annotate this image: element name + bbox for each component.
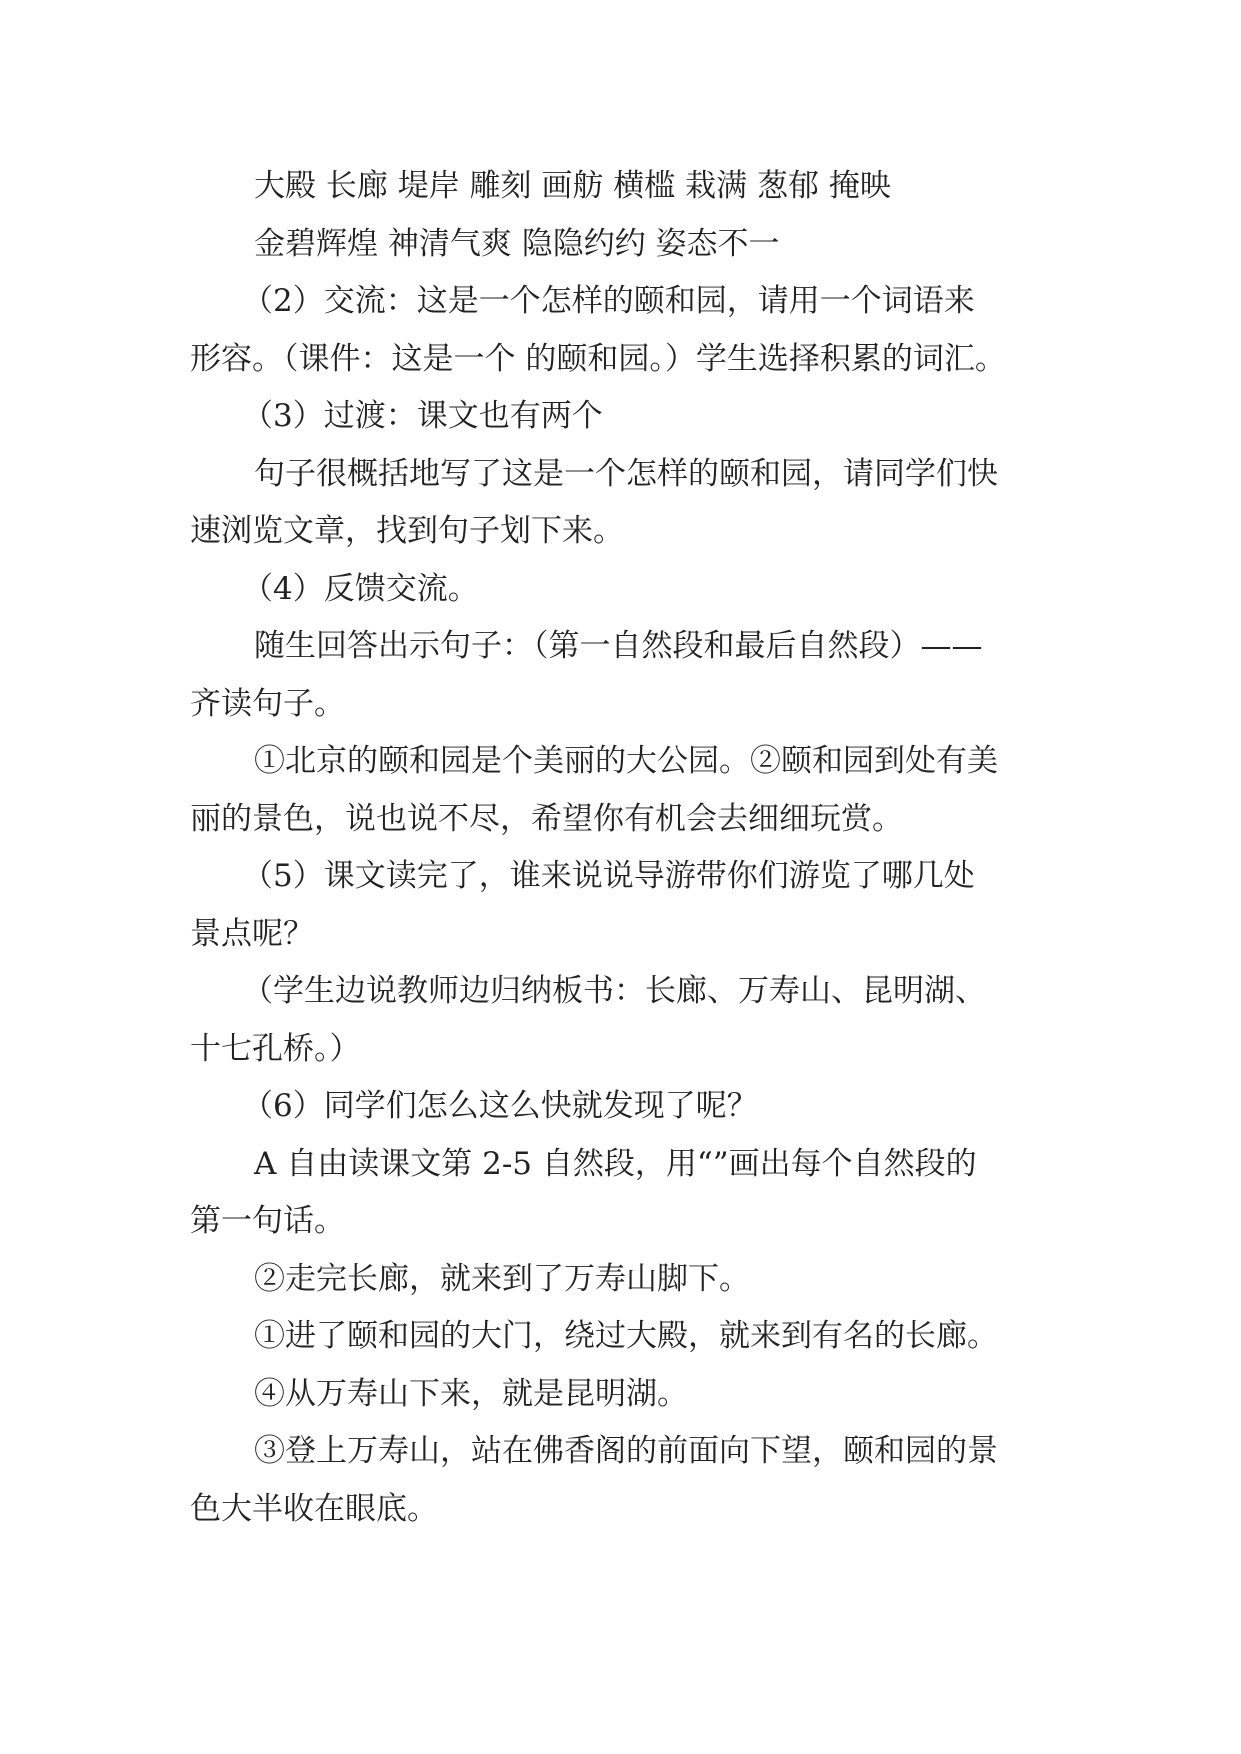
vocabulary-line-2: 金碧辉煌 神清气爽 隐隐约约 姿态不一	[254, 225, 780, 262]
vocabulary-line-1: 大殿 长廊 堤岸 雕刻 画舫 横槛 栽满 葱郁 掩映	[254, 168, 891, 204]
paragraph-line: （学生边说教师边归纳板书：长廊、万寿山、昆明湖、	[242, 973, 986, 1009]
paragraph-line: 丽的景色，说也说不尽，希望你有机会去细细玩赏。	[190, 800, 903, 837]
paragraph-line: 景点呢？	[190, 915, 314, 952]
paragraph-line: ①北京的颐和园是个美丽的大公园。②颐和园到处有美	[254, 743, 998, 779]
paragraph-line: 句子很概括地写了这是一个怎样的颐和园，请同学们快	[254, 455, 998, 492]
paragraph-line: （6）同学们怎么这么快就发现了呢？	[242, 1088, 758, 1124]
paragraph-line: 速浏览文章，找到句子划下来。	[190, 513, 624, 549]
paragraph-line: ③登上万寿山，站在佛香阁的前面向下望，颐和园的景	[254, 1433, 998, 1469]
paragraph-line: ④从万寿山下来，就是昆明湖。	[254, 1375, 688, 1412]
paragraph-line: A 自由读课文第 2-5 自然段，用“”画出每个自然段的	[254, 1145, 977, 1182]
paragraph-line: 色大半收在眼底。	[190, 1490, 438, 1527]
paragraph-line: 第一句话。	[190, 1203, 345, 1239]
paragraph-line: 随生回答出示句子：（第一自然段和最后自然段）——	[254, 628, 983, 664]
paragraph-line: 十七孔桥。）	[190, 1030, 361, 1067]
paragraph-line: ②走完长廊，就来到了万寿山脚下。	[254, 1260, 750, 1297]
paragraph-line: （3）过渡：课文也有两个	[242, 398, 603, 434]
document-body	[190, 158, 1050, 1538]
paragraph-line: 形容。（课件：这是一个 的颐和园。）学生选择积累的词汇。	[190, 340, 1006, 377]
paragraph-line: （4）反馈交流。	[242, 570, 479, 607]
paragraph-line: 齐读句子。	[190, 685, 345, 722]
paragraph-line: ①进了颐和园的大门，绕过大殿，就来到有名的长廊。	[254, 1318, 998, 1354]
paragraph-line: （5）课文读完了，谁来说说导游带你们游览了哪几处	[242, 858, 975, 894]
paragraph-line: （2）交流：这是一个怎样的颐和园，请用一个词语来	[242, 283, 975, 319]
